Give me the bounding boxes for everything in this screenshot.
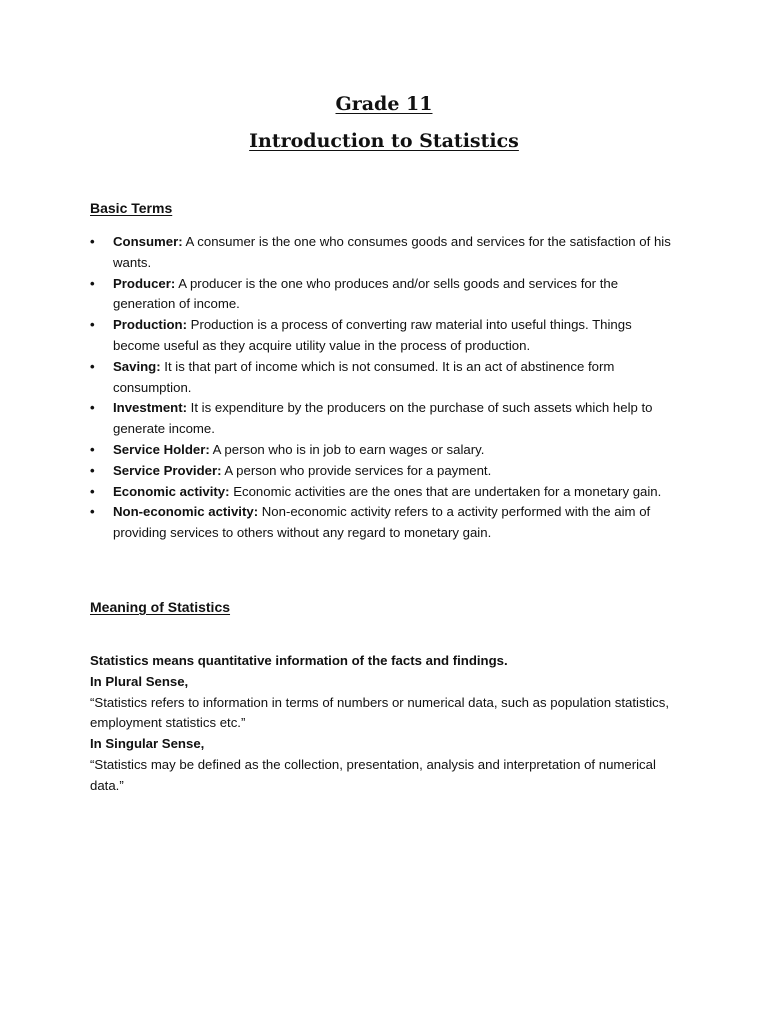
page-title: Introduction to Statistics xyxy=(249,130,519,152)
list-item xyxy=(90,502,680,544)
list-item xyxy=(90,357,680,399)
bullet-icon: • xyxy=(90,317,95,333)
term-label: Non-economic activity: xyxy=(113,504,259,520)
meaning-heading: Meaning of Statistics xyxy=(90,599,231,615)
singular-sense-text: “Statistics may be defined as the collection, presentation, analysis and interpretation of numerical data.” xyxy=(90,756,656,793)
meaning-lead: Statistics means quantitative information of the facts and findings. xyxy=(90,653,508,668)
basic-terms-list xyxy=(90,232,680,544)
list-item xyxy=(90,274,680,316)
grade-title: Grade 11 xyxy=(335,93,433,115)
bullet-icon: • xyxy=(90,462,95,478)
list-item xyxy=(90,461,680,482)
term-label: Service Provider: xyxy=(113,462,222,478)
term-definition: A person who provide services for a payment. xyxy=(221,462,492,478)
term-label: Service Holder: xyxy=(113,441,210,457)
term-definition: Non-economic activity refers to a activity performed with the aim of providing services to others without any regard to monetary gain. xyxy=(113,504,651,541)
bullet-icon: • xyxy=(90,234,95,249)
plural-sense-label: In Plural Sense, xyxy=(90,673,189,689)
bullet-icon: • xyxy=(90,358,95,374)
term-definition: It is that part of income which is not consumed. It is an act of abstinence form consumption. xyxy=(113,358,615,395)
term-definition: Economic activities are the ones that are undertaken for a monetary gain. xyxy=(229,483,662,499)
term-label: Investment: xyxy=(113,400,188,416)
term-definition: Production is a process of converting raw material into useful things. Things become useful as they acquire utility value in the process of production. xyxy=(113,317,632,353)
list-item xyxy=(90,398,680,440)
bullet-icon: • xyxy=(90,400,95,416)
bullet-icon: • xyxy=(90,441,95,457)
bullet-icon: • xyxy=(90,483,95,499)
basic-terms-heading: Basic Terms xyxy=(90,200,173,216)
term-definition: A person who is in job to earn wages or salary. xyxy=(209,441,485,457)
term-label: Production: xyxy=(113,317,187,333)
list-item xyxy=(90,232,680,274)
term-definition: It is expenditure by the producers on the purchase of such assets which help to generate income. xyxy=(113,400,653,437)
term-definition: A consumer is the one who consumes goods and services for the satisfaction of his wants. xyxy=(113,234,671,270)
term-label: Saving: xyxy=(113,358,161,374)
term-label: Producer: xyxy=(113,275,176,291)
bullet-icon: • xyxy=(90,275,95,291)
singular-sense-label: In Singular Sense, xyxy=(90,736,205,752)
term-label: Economic activity: xyxy=(113,483,230,499)
meaning-section xyxy=(90,651,680,797)
bullet-icon: • xyxy=(90,504,95,520)
term-definition: A producer is the one who produces and/or sells goods and services for the generation of income. xyxy=(113,275,619,312)
list-item xyxy=(90,440,680,461)
list-item xyxy=(90,482,680,503)
term-label: Consumer: xyxy=(113,234,183,249)
plural-sense-text: “Statistics refers to information in terms of numbers or numerical data, such as population statistics, employment statistics etc.” xyxy=(90,694,670,731)
list-item xyxy=(90,315,680,357)
